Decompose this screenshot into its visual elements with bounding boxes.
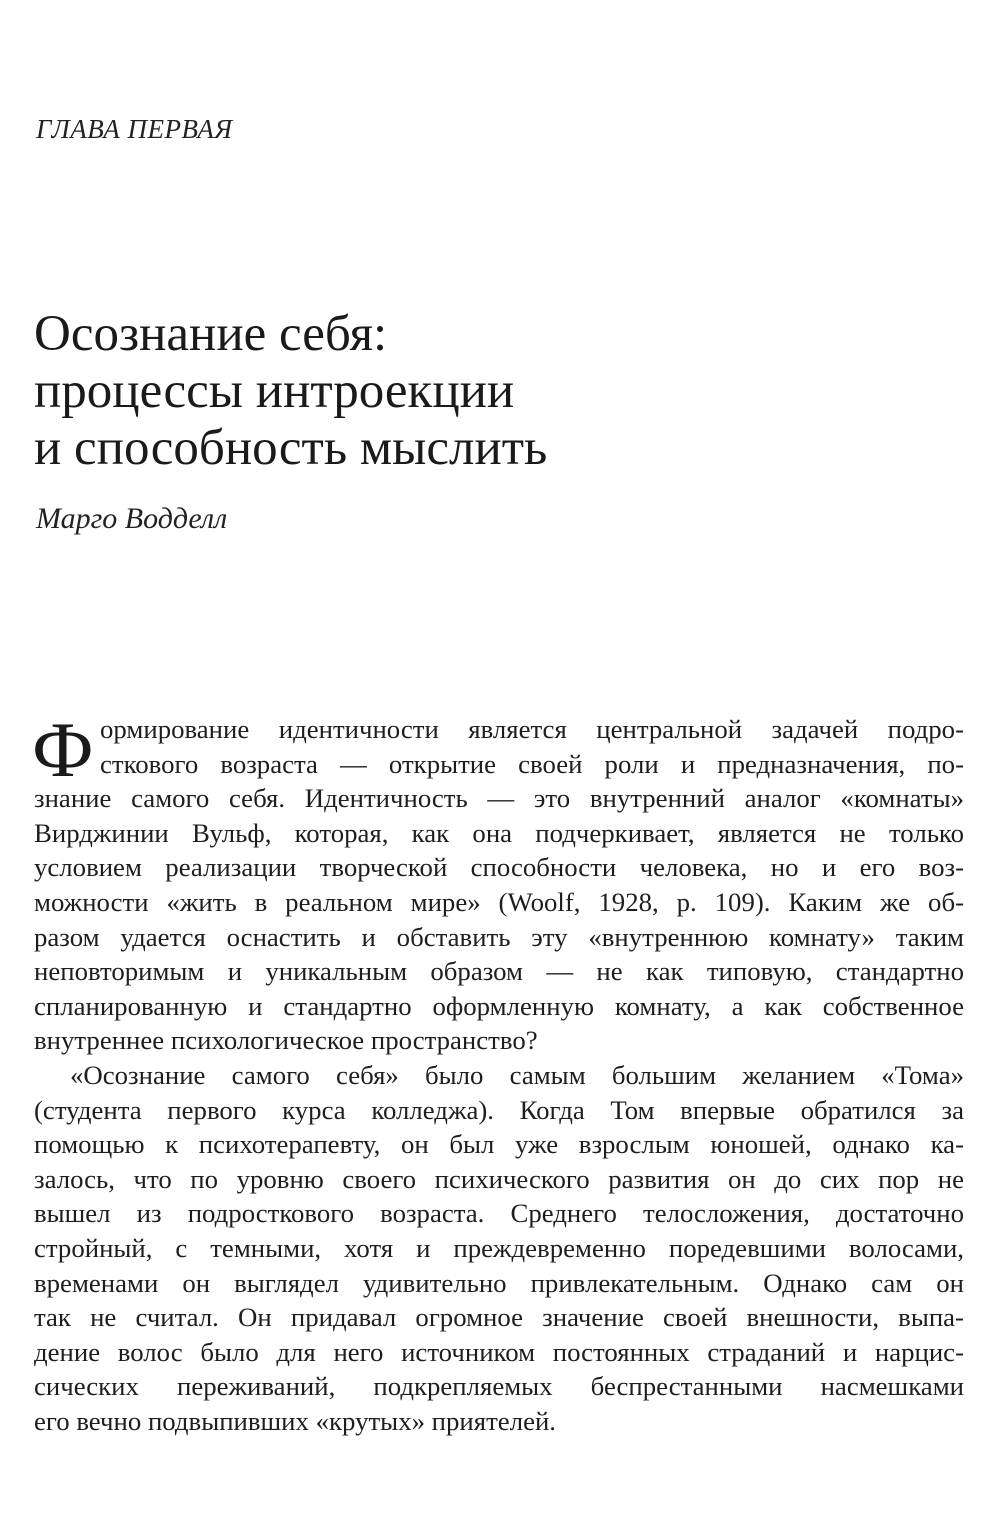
text-line: условием реализации творческой способности человека, но и его воз- (34, 852, 964, 883)
chapter-title-line: процессы интроекции (34, 363, 515, 419)
text-line: неповторимым и уникальным образом — не как типовую, стандартно (34, 956, 964, 987)
chapter-title (34, 306, 547, 477)
body-text (32, 706, 964, 1438)
text-line: так не считал. Он придавал огромное значение своей внешности, выпа- (34, 1302, 964, 1333)
text-line: (студента первого курса колледжа). Когда Том впервые обратился за (34, 1094, 964, 1125)
text-line: помощью к психотерапевту, он был уже взрослым юношей, однако ка- (34, 1129, 964, 1160)
chapter-label: ГЛАВА ПЕРВАЯ (36, 114, 233, 144)
text-line: вышел из подросткового возраста. Среднего телосложения, достаточно (34, 1198, 964, 1229)
text-line: сткового возраста — открытие своей роли и предназначения, по- (100, 748, 964, 779)
text-line: знание самого себя. Идентичность — это внутренний аналог «комнаты» (34, 783, 964, 814)
text-line: внутреннее психологическое пространство? (34, 1025, 538, 1056)
chapter-title-line: и способность мыслить (34, 420, 548, 476)
text-line: «Осознание самого себя» было самым большим желанием «Тома» (70, 1059, 964, 1090)
text-line: временами он выглядел удивительно привлекательным. Однако сам он (34, 1267, 964, 1298)
author-name: Марго Водделл (36, 502, 228, 535)
text-line: ормирование идентичности является центральной задачей подро- (100, 714, 964, 744)
text-line: можности «жить в реальном мире» (Woolf, 1928, p. 109). Каким же об- (34, 886, 964, 917)
text-line: Вирджинии Вульф, которая, как она подчеркивает, является не только (34, 817, 964, 848)
chapter-title-line: Осознание себя: (34, 306, 388, 362)
text-line: дение волос было для него источником постоянных страданий и нарцис- (34, 1336, 964, 1367)
text-line: стройный, с темными, хотя и преждевременно поредевшими волосами, (34, 1232, 964, 1263)
text-line: разом удается оснастить и обставить эту «внутреннюю комнату» таким (34, 921, 964, 952)
text-line: сических переживаний, подкрепляемых беспрестанными насмешками (34, 1371, 964, 1402)
text-line: залось, что по уровню своего психического развития он до сих пор не (34, 1163, 964, 1194)
text-line: его вечно подвыпивших «крутых» приятелей. (34, 1405, 557, 1436)
text-line: спланированную и стандартно оформленную комнату, а как собственное (34, 990, 964, 1021)
drop-cap: Ф (32, 706, 94, 793)
